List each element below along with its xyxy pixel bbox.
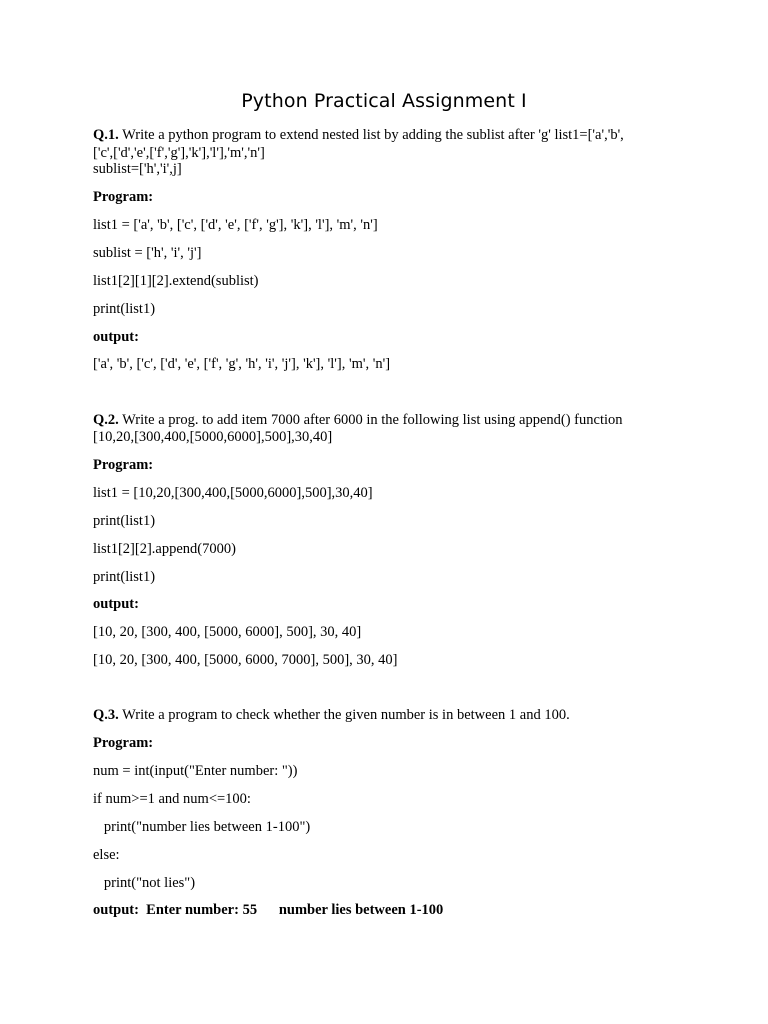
q2-output-label: output:: [93, 596, 139, 612]
q2-code-line: print(list1): [93, 569, 156, 585]
q2-question-text: Write a prog. to add item 7000 after 6000 in the following list using append() function: [118, 412, 623, 428]
q3-question-text: Write a program to check whether the given number is in between 1 and 100.: [118, 707, 570, 723]
q2-code-line: print(list1): [93, 513, 156, 529]
q2-output-line: [10, 20, [300, 400, [5000, 6000, 7000], 500], 30, 40]: [93, 652, 398, 668]
q2-code-line: list1 = [10,20,[300,400,[5000,6000],500],30,40]: [93, 485, 373, 501]
q1-code-line: list1[2][1][2].extend(sublist): [93, 273, 259, 289]
q3-output-line: output: Enter number: 55 number lies between 1-100: [93, 902, 444, 918]
q1-code-line: list1 = ['a', 'b', ['c', ['d', 'e', ['f', 'g'], 'k'], 'l'], 'm', 'n']: [93, 217, 378, 233]
q3-code-line: print("not lies"): [93, 875, 196, 891]
q1-program-label: Program:: [93, 189, 154, 205]
q2-label: Q.2.: [93, 412, 119, 428]
q1-question-text: Write a python program to extend nested list by adding the sublist after 'g' list1=['a','b',: [118, 127, 624, 143]
q3-code-line: if num>=1 and num<=100:: [93, 791, 251, 807]
q1-output-line: ['a', 'b', ['c', ['d', 'e', ['f', 'g', 'h', 'i', 'j'], 'k'], 'l'], 'm', 'n']: [93, 356, 391, 372]
q1-code-line: print(list1): [93, 301, 156, 317]
q1-question-line-3: sublist=['h','i',j]: [93, 161, 182, 177]
q2-output-line: [10, 20, [300, 400, [5000, 6000], 500], 30, 40]: [93, 624, 362, 640]
q2-code-line: list1[2][2].append(7000): [93, 541, 236, 557]
q3-code-line: num = int(input("Enter number: ")): [93, 763, 298, 779]
page-title: Python Practical Assignment I: [241, 90, 527, 112]
q2-question-line-2: [10,20,[300,400,[5000,6000],500],30,40]: [93, 429, 333, 445]
q1-question-line-2: ['c',['d','e',['f','g'],'k'],'l'],'m','n']: [93, 145, 265, 161]
q3-label: Q.3.: [93, 707, 119, 723]
q1-question-line-1: [93, 126, 624, 144]
q2-question-line-1: [93, 411, 623, 429]
q3-code-line: print("number lies between 1-100"): [93, 819, 311, 835]
q1-output-label: output:: [93, 329, 139, 345]
q1-code-line: sublist = ['h', 'i', 'j']: [93, 245, 202, 261]
q3-code-line: else:: [93, 847, 120, 863]
q2-program-label: Program:: [93, 457, 154, 473]
q3-program-label: Program:: [93, 735, 154, 751]
q1-label: Q.1.: [93, 127, 119, 143]
q3-question-line-1: [93, 706, 570, 724]
